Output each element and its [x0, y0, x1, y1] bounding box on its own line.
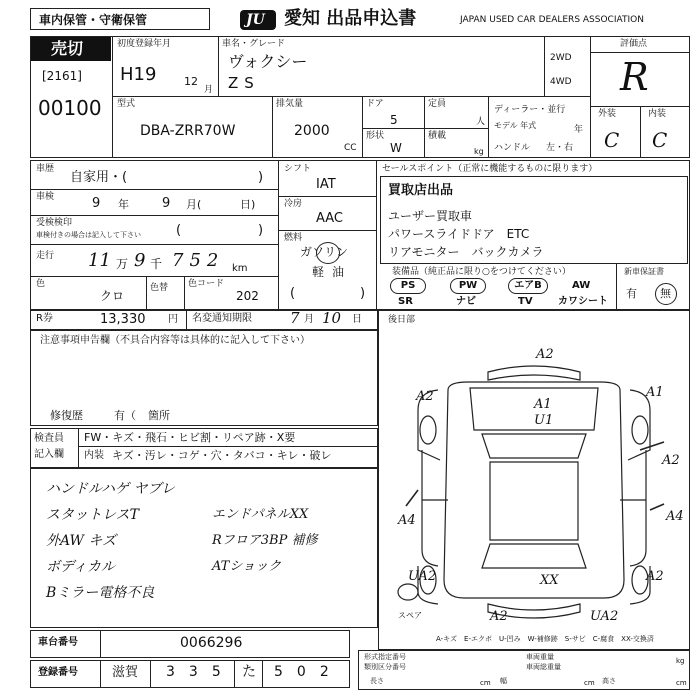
displacement-label: 排気量 — [276, 99, 304, 109]
history-label: 車歴 — [36, 164, 55, 174]
note-1: ハンドルハゲ ヤブレ — [46, 481, 175, 497]
car-diagram — [378, 330, 690, 650]
shape-label: 形状 — [366, 131, 385, 141]
size-height-label: 高さ — [602, 677, 616, 685]
size-length-label: 長さ — [370, 677, 384, 685]
warranty-circle — [655, 283, 677, 305]
color-value: クロ — [100, 289, 125, 303]
size-width-unit: cm — [584, 679, 595, 687]
form-title: 愛知 出品申込書 — [284, 8, 417, 29]
size-total-label: 車両総重量 — [526, 663, 561, 671]
model-code-label: 型式 — [117, 99, 136, 109]
reg-note-label: 受検検印 — [36, 218, 73, 228]
size-frame — [358, 650, 690, 690]
mark-right-rear-a4: A4 — [666, 509, 684, 524]
notes-label: 注意事項申告欄（不具合内容等は具体的に記入して下さい） — [40, 335, 310, 346]
ju-logo-text: JU — [246, 12, 265, 28]
fuel-open: ( — [290, 286, 296, 301]
color-label: 色 — [36, 279, 46, 289]
color-code-label: 色コード — [188, 279, 225, 289]
plate-number: 502 — [274, 664, 343, 680]
mileage-sen-unit: 千 — [150, 257, 163, 271]
mileage-man-unit: 万 — [116, 257, 129, 271]
mark-left-rear-ua2: UA2 — [408, 569, 437, 584]
reg-note-close: ) — [258, 223, 264, 238]
repair-close: 箇所 — [148, 409, 170, 422]
note-3: エンドパネルXX — [212, 507, 309, 522]
handle-label: ハンドル — [494, 143, 531, 153]
inspection-year-unit: 年 — [118, 198, 129, 211]
inspection-month: 9 — [162, 196, 171, 211]
storage-note: 車内保管・守衛保管 — [39, 13, 148, 27]
rating-ext-score: C — [604, 128, 620, 152]
history-value: 自家用・( — [70, 170, 128, 185]
rating-int-label: 内装 — [648, 109, 667, 119]
mileage-unit: km — [232, 263, 248, 274]
association-name: JAPAN USED CAR DEALERS ASSOCIATION — [460, 15, 644, 25]
load-label: 積載 — [428, 131, 447, 141]
size-width-label: 幅 — [500, 677, 507, 685]
handle-options: 左・右 — [546, 143, 574, 153]
warranty-no: 無 — [660, 287, 671, 300]
plate-class: 335 — [166, 664, 235, 680]
mark-right-front-a1: A1 — [646, 385, 664, 400]
equip-ps: PS — [390, 278, 426, 294]
sales-point-1: 買取店出品 — [388, 183, 454, 198]
rating-label: 評価点 — [620, 39, 648, 49]
damage-legend: A-キズ E-エクボ U-凹み W-補修跡 S-サビ C-腐食 XX-交換済 — [436, 635, 654, 643]
mark-front-a2: A2 — [536, 347, 554, 362]
mileage-man: 11 — [88, 250, 111, 271]
note-2: スタットレスT — [46, 507, 139, 523]
rating-ext-label: 外装 — [598, 109, 617, 119]
mark-rear-xx: XX — [540, 573, 559, 588]
inspection-day-unit: 日) — [240, 198, 256, 211]
dealer-label: ディーラー・並行 — [494, 105, 566, 115]
tax-unit: 円 — [168, 314, 178, 325]
color-change-label: 色替 — [150, 283, 169, 293]
note-5: Rフロア3BP 補修 — [212, 533, 318, 548]
equip-aw: AW — [572, 280, 591, 291]
spare-label: スペア — [398, 611, 422, 620]
doors-label: ドア — [366, 99, 384, 109]
model-code: DBA-ZRR70W — [140, 123, 236, 139]
deadline-label: 名変通知期限 — [192, 313, 252, 324]
size-height-unit: cm — [676, 679, 687, 687]
shift-label: シフト — [284, 164, 312, 174]
first-reg-year: H19 — [120, 64, 157, 85]
mark-windshield-a1: A1 — [534, 397, 552, 412]
capacity-label: 定員 — [428, 99, 447, 109]
deadline-month-unit: 月 — [304, 314, 314, 325]
sold-text: 売切 — [51, 39, 84, 58]
sales-points-label: セールスポイント（正常に機能するものに限ります） — [382, 164, 598, 174]
repair-label: 修復歴 — [50, 409, 83, 422]
inspector-ext-tags: FW・キズ・飛石・ヒビ割・リペア跡・X要 — [84, 431, 296, 444]
reg-note-sub: 車検付きの場合は記入して下さい — [36, 231, 141, 239]
repair-value: 有（ — [114, 409, 136, 422]
mark-right-door-a2: A2 — [662, 453, 680, 468]
size-weight-unit: kg — [676, 657, 685, 665]
fuel-gas: ガソリン — [300, 245, 349, 259]
model-year-label: モデル 年式 — [494, 121, 537, 130]
size-weight-label: 車両重量 — [526, 653, 554, 661]
lot-number: 00100 — [38, 96, 102, 120]
model-name: ヴォクシー — [228, 52, 308, 71]
mark-rear-right-ua2: UA2 — [590, 609, 619, 624]
fuel-close: ) — [360, 286, 366, 301]
size-length-unit: cm — [480, 679, 491, 687]
note-4: 外AW キズ — [46, 533, 117, 549]
lot-bracket: [2161] — [42, 69, 82, 83]
tax-amount: 13,330 — [100, 312, 146, 327]
displacement-unit: CC — [344, 143, 357, 153]
model-grade: ZS — [228, 74, 260, 92]
reg-note-open: ( — [176, 223, 182, 238]
ac-value: AAC — [316, 211, 343, 226]
fuel-light-oil: 軽油 — [312, 265, 353, 279]
deadline-day: 10 — [322, 309, 342, 327]
sold-label — [31, 37, 111, 61]
warranty-label: 新車保証書 — [624, 267, 664, 276]
equip-navi: ナビ — [456, 296, 476, 307]
sales-point-2: ユーザー買取車 — [388, 209, 473, 223]
first-reg-month: 12 — [184, 75, 198, 88]
equip-sr: SR — [398, 296, 413, 307]
note-6: ボディカル — [46, 559, 115, 575]
storage-note-box — [30, 8, 210, 30]
equip-pw: PW — [450, 278, 486, 294]
plate-region: 滋賀 — [112, 665, 139, 680]
top-frame — [30, 36, 690, 158]
chassis-number: 0066296 — [180, 635, 243, 651]
load-unit: kg — [474, 147, 484, 156]
fuel-circle — [316, 242, 340, 264]
rear-label: 後日部 — [388, 315, 416, 325]
size-type-label: 形式指定番号 — [364, 653, 406, 661]
inspector-int-tags: キズ・汚レ・コゲ・穴・タバコ・キレ・破レ — [112, 449, 332, 462]
inspection-month-unit: 月( — [186, 198, 202, 211]
mark-windshield-u1: U1 — [534, 413, 554, 428]
mileage-label: 走行 — [36, 251, 55, 261]
deadline-day-unit: 日 — [352, 314, 362, 325]
inspection-label: 車検 — [36, 192, 55, 202]
ju-logo — [240, 10, 276, 30]
inspection-year: 9 — [92, 196, 101, 211]
drive-2wd: 2WD — [550, 53, 572, 63]
ac-label: 冷房 — [284, 199, 303, 209]
equipment-label: 装備品（純正品に限り○をつけてください） — [392, 267, 571, 277]
warranty-yes: 有 — [626, 287, 637, 300]
shift-value: IAT — [316, 177, 336, 192]
inspector-label1: 検査員 — [34, 433, 64, 444]
deadline-month: 7 — [290, 309, 300, 327]
model-year-unit: 年 — [574, 125, 584, 135]
displacement-value: 2000 — [294, 123, 330, 139]
drive-4wd: 4WD — [550, 77, 572, 87]
note-8: Bミラー電格不良 — [46, 585, 155, 601]
equip-seat: カワシート — [558, 296, 608, 307]
plate-kana: た — [242, 664, 256, 680]
rating-score: R — [620, 55, 649, 99]
equip-airbag: エアB — [508, 278, 548, 294]
mark-right-rear-a2: A2 — [646, 569, 664, 584]
color-code: 202 — [236, 289, 259, 303]
history-close: ) — [258, 170, 264, 185]
fuel-label: 燃料 — [284, 233, 303, 243]
sales-point-3: パワースライドドア ETC — [388, 227, 530, 241]
mileage-sen: 9 — [134, 250, 146, 271]
shape-value: W — [390, 141, 402, 155]
mark-rear-bumper-a2: A2 — [490, 609, 508, 624]
mileage-rest: 752 — [172, 250, 225, 271]
rating-int-score: C — [652, 128, 668, 152]
capacity-unit: 人 — [476, 117, 486, 127]
first-reg-label: 初度登録年月 — [117, 39, 172, 49]
inspector-label2: 記入欄 — [34, 449, 64, 460]
mark-left-front-a2: A2 — [416, 389, 434, 404]
equip-tv: TV — [518, 296, 533, 307]
tax-label: R券 — [36, 313, 53, 324]
plate-label: 登録番号 — [38, 667, 78, 678]
mark-left-door-a4: A4 — [398, 513, 416, 528]
doors-value: 5 — [390, 113, 398, 127]
note-7: ATショック — [212, 559, 282, 574]
inspector-int-label: 内装 — [84, 450, 104, 461]
size-class-label: 類別区分番号 — [364, 663, 406, 671]
sales-point-4: リアモニター バックカメラ — [388, 245, 544, 259]
first-reg-month-unit: 月 — [204, 85, 214, 95]
chassis-label: 車台番号 — [38, 637, 78, 648]
model-name-label: 車名・グレード — [222, 39, 286, 49]
